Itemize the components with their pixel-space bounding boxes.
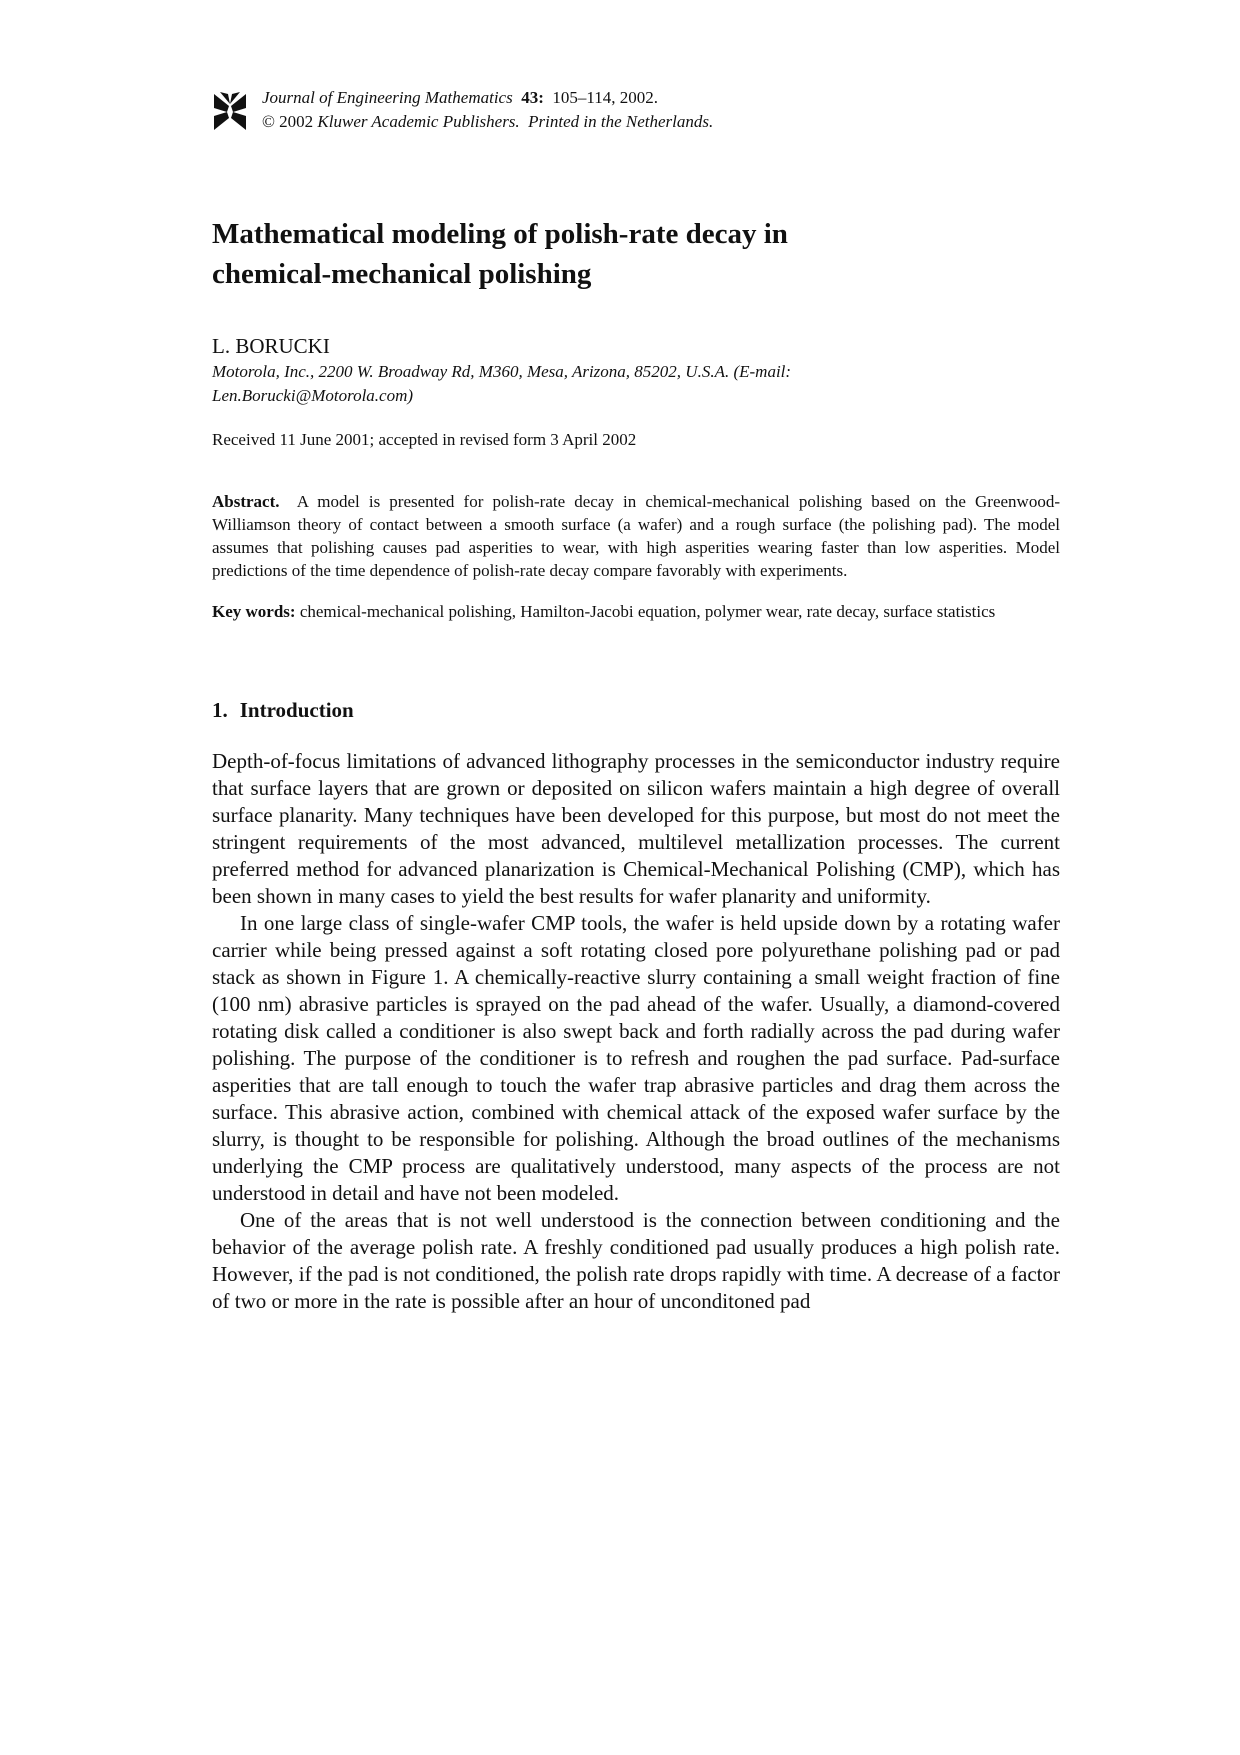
printed-location: Printed in the Netherlands. <box>528 112 714 131</box>
affiliation-line2: Len.Borucki@Motorola.com) <box>212 386 414 405</box>
section-heading <box>212 696 354 724</box>
journal-citation <box>262 86 713 134</box>
keywords-label: Key words: <box>212 602 296 621</box>
journal-line <box>262 86 713 110</box>
received-dates: Received 11 June 2001; accepted in revised form 3 April 2002 <box>212 430 637 449</box>
copyright-symbol: © <box>262 112 275 131</box>
publisher-name: Kluwer Academic Publishers. <box>317 112 520 131</box>
paper-title-line1: Mathematical modeling of polish-rate decay in <box>212 218 788 250</box>
copyright-line <box>262 110 713 134</box>
body-text <box>212 748 1060 1315</box>
section-number: 1. <box>212 698 228 722</box>
publisher-logo-icon <box>212 92 248 132</box>
journal-name: Journal of Engineering Mathematics <box>262 88 513 107</box>
section-title: Introduction <box>239 698 354 722</box>
paper-title-line2: chemical-mechanical polishing <box>212 258 592 290</box>
paragraph: Depth-of-focus limitations of advanced lithography processes in the semiconductor industry require that surface layers that are grown or deposited on silicon wafers maintain a high degree of overall surface planarity. Many techniques have been developed for this purpose, but most do not meet the stringent requirements of the most advanced, multilevel metallization processes. The current preferred method for advanced planarization is Chemical-Mechanical Polishing (CMP), which has been shown in many cases to yield the best results for wafer planarity and uniformity. <box>212 749 1060 908</box>
keywords <box>212 600 1060 623</box>
abstract <box>212 490 1060 582</box>
author-name: L. BORUCKI <box>212 334 330 358</box>
abstract-label: Abstract. <box>212 492 280 511</box>
paper-title <box>212 214 1060 294</box>
journal-header <box>212 86 1060 136</box>
journal-pages-year: 105–114, 2002. <box>552 88 659 107</box>
paragraph: One of the areas that is not well understood is the connection between conditioning and the behavior of the average polish rate. A freshly conditioned pad usually produces a high polish rate. However, if the pad is not conditioned, the polish rate drops rapidly with time. A decrease of a factor of two or more in the rate is possible after an hour of unconditoned pad <box>212 1208 1060 1313</box>
abstract-text: A model is presented for polish-rate decay in chemical-mechanical polishing based on the Greenwood-Williamson theory of contact between a smooth surface (a wafer) and a rough surface (the polishing pad). The model assumes that polishing causes pad asperities to wear, with high asperities wearing faster than low asperities. Model predictions of the time dependence of polish-rate decay compare favorably with experiments. <box>212 492 1060 580</box>
affiliation-line1: Motorola, Inc., 2200 W. Broadway Rd, M360, Mesa, Arizona, 85202, U.S.A. (E-mail: <box>212 362 792 381</box>
paragraph: In one large class of single-wafer CMP tools, the wafer is held upside down by a rotating wafer carrier while being pressed against a soft rotating closed pore polyurethane polishing pad or pad stack as shown in Figure 1. A chemically-reactive slurry containing a small weight fraction of fine (100 nm) abrasive particles is sprayed on the pad ahead of the wafer. Usually, a diamond-covered rotating disk called a conditioner is also swept back and forth radially across the pad during wafer polishing. The purpose of the conditioner is to refresh and roughen the pad surface. Pad-surface asperities that are tall enough to touch the wafer trap abrasive particles and drag them across the surface. This abrasive action, combined with chemical attack of the exposed wafer surface by the slurry, is thought to be responsible for polishing. Although the broad outlines of the mechanisms underlying the CMP process are qualitatively understood, many aspects of the process are not understood in detail and have not been modeled. <box>212 911 1060 1205</box>
copyright-year: 2002 <box>279 112 314 131</box>
journal-volume: 43: <box>521 88 544 107</box>
author-affiliation <box>212 360 1060 408</box>
keywords-text: chemical-mechanical polishing, Hamilton-Jacobi equation, polymer wear, rate decay, surface statistics <box>299 602 996 621</box>
